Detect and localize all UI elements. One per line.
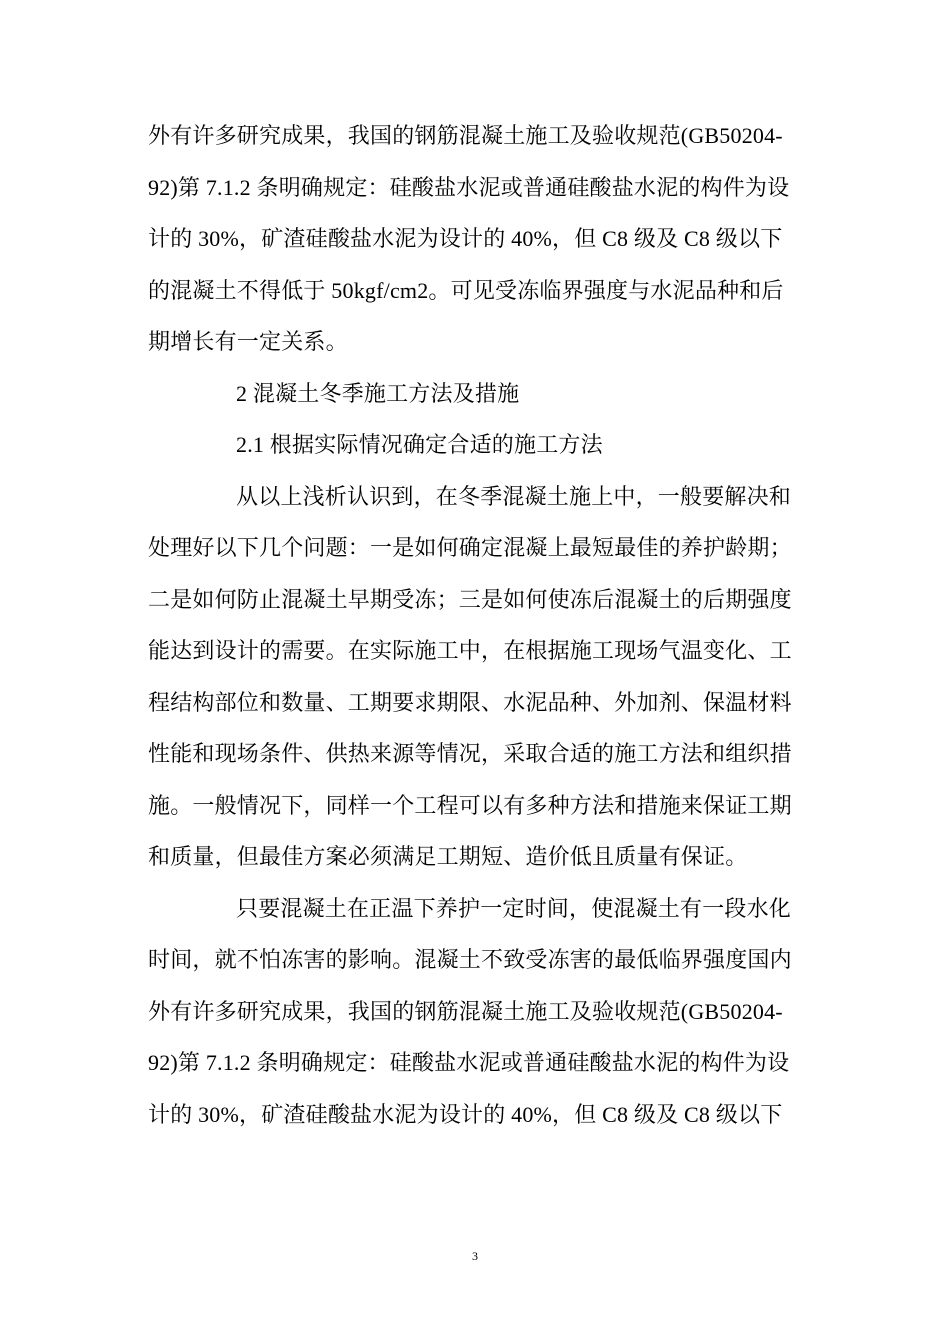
- body-text-line: 和质量，但最佳方案必须满足工期短、造价低且质量有保证。: [148, 844, 748, 869]
- body-text-line: 二是如何防止混凝土早期受冻；三是如何使冻后混凝土的后期强度: [148, 587, 792, 612]
- body-text-line: 外有许多研究成果，我国的钢筋混凝土施工及验收规范(GB50204-: [148, 123, 783, 148]
- body-text-line: 计的 30%，矿渣硅酸盐水泥为设计的 40%，但 C8 级及 C8 级以下: [148, 1102, 783, 1127]
- page-number: 3: [472, 1249, 478, 1263]
- body-text-line: 计的 30%，矿渣硅酸盐水泥为设计的 40%，但 C8 级及 C8 级以下: [148, 226, 783, 251]
- body-text-line: 只要混凝土在正温下养护一定时间，使混凝土有一段水化: [236, 896, 792, 921]
- body-text-line: 期增长有一定关系。: [148, 329, 348, 354]
- subsection-heading: 2.1 根据实际情况确定合适的施工方法: [236, 432, 603, 457]
- body-text-line: 施。一般情况下，同样一个工程可以有多种方法和措施来保证工期: [148, 793, 792, 818]
- body-text-line: 性能和现场条件、供热来源等情况，采取合适的施工方法和组织措: [148, 741, 792, 766]
- body-text-line: 处理好以下几个问题：一是如何确定混凝上最短最佳的养护龄期；: [148, 535, 792, 560]
- body-text-line: 的混凝土不得低于 50kgf/cm2。可见受冻临界强度与水泥品种和后: [148, 278, 784, 303]
- body-text-line: 能达到设计的需要。在实际施工中，在根据施工现场气温变化、工: [148, 638, 792, 663]
- body-text-line: 程结构部位和数量、工期要求期限、水泥品种、外加剂、保温材料: [148, 690, 792, 715]
- body-text-line: 外有许多研究成果，我国的钢筋混凝土施工及验收规范(GB50204-: [148, 999, 783, 1024]
- section-heading: 2 混凝土冬季施工方法及措施: [236, 381, 520, 406]
- body-text-line: 时间，就不怕冻害的影响。混凝土不致受冻害的最低临界强度国内: [148, 947, 792, 972]
- body-text-line: 从以上浅析认识到，在冬季混凝土施上中，一般要解决和: [236, 484, 792, 509]
- body-text-line: 92)第 7.1.2 条明确规定：硅酸盐水泥或普通硅酸盐水泥的构件为设: [148, 1050, 790, 1075]
- body-text-line: 92)第 7.1.2 条明确规定：硅酸盐水泥或普通硅酸盐水泥的构件为设: [148, 175, 790, 200]
